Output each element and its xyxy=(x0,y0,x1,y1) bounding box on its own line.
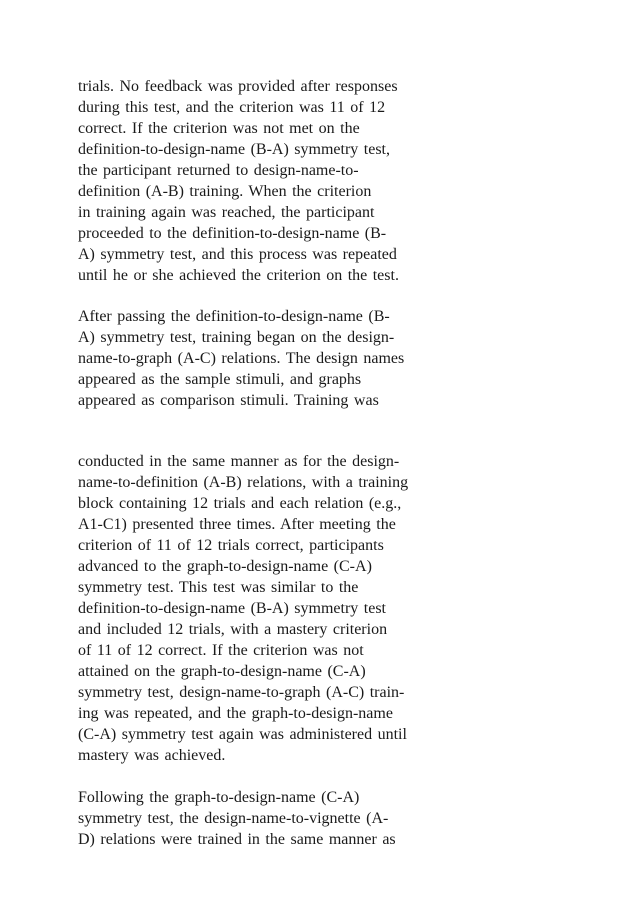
text-line: A) symmetry test, training began on the design- xyxy=(78,329,395,346)
text-line: After passing the definition-to-design-name (B- xyxy=(78,308,390,325)
text-line: D) relations were trained in the same manner as xyxy=(78,831,396,848)
text-line: name-to-graph (A-C) relations. The design names xyxy=(78,350,405,367)
text-line: and included 12 trials, with a mastery criterion xyxy=(78,621,388,638)
text-line: until he or she achieved the criterion on the test. xyxy=(78,267,399,284)
text-line: A) symmetry test, and this process was repeated xyxy=(78,246,397,263)
text-line: the participant returned to design-name-to- xyxy=(78,162,359,179)
text-line: appeared as comparison stimuli. Training was xyxy=(78,392,379,409)
text-line: advanced to the graph-to-design-name (C-A) xyxy=(78,558,372,575)
text-line: attained on the graph-to-design-name (C-A) xyxy=(78,663,366,680)
text-line: of 11 of 12 correct. If the criterion was not xyxy=(78,642,364,659)
text-line: mastery was achieved. xyxy=(78,747,226,764)
text-line: definition-to-design-name (B-A) symmetry test, xyxy=(78,141,390,158)
text-line: conducted in the same manner as for the design- xyxy=(78,453,400,470)
text-line: symmetry test. This test was similar to the xyxy=(78,579,359,596)
text-line: trials. No feedback was provided after responses xyxy=(78,78,398,95)
text-line: Following the graph-to-design-name (C-A) xyxy=(78,789,360,806)
text-line: symmetry test, the design-name-to-vignette (A- xyxy=(78,810,389,827)
text-line: in training again was reached, the participant xyxy=(78,204,375,221)
text-line: definition (A-B) training. When the criterion xyxy=(78,183,372,200)
text-line: symmetry test, design-name-to-graph (A-C) train- xyxy=(78,684,405,701)
text-line: correct. If the criterion was not met on the xyxy=(78,120,360,137)
text-line: during this test, and the criterion was 11 of 12 xyxy=(78,99,386,116)
text-line: A1-C1) presented three times. After meeting the xyxy=(78,516,396,533)
text-line: criterion of 11 of 12 trials correct, participants xyxy=(78,537,384,554)
text-line: proceeded to the definition-to-design-name (B- xyxy=(78,225,387,242)
text-line: appeared as the sample stimuli, and graphs xyxy=(78,371,362,388)
text-line: ing was repeated, and the graph-to-design-name xyxy=(78,705,393,722)
text-line: block containing 12 trials and each relation (e.g., xyxy=(78,495,402,512)
text-line: (C-A) symmetry test again was administered until xyxy=(78,726,407,743)
text-line: definition-to-design-name (B-A) symmetry test xyxy=(78,600,386,617)
text-line: name-to-definition (A-B) relations, with a training xyxy=(78,474,409,491)
